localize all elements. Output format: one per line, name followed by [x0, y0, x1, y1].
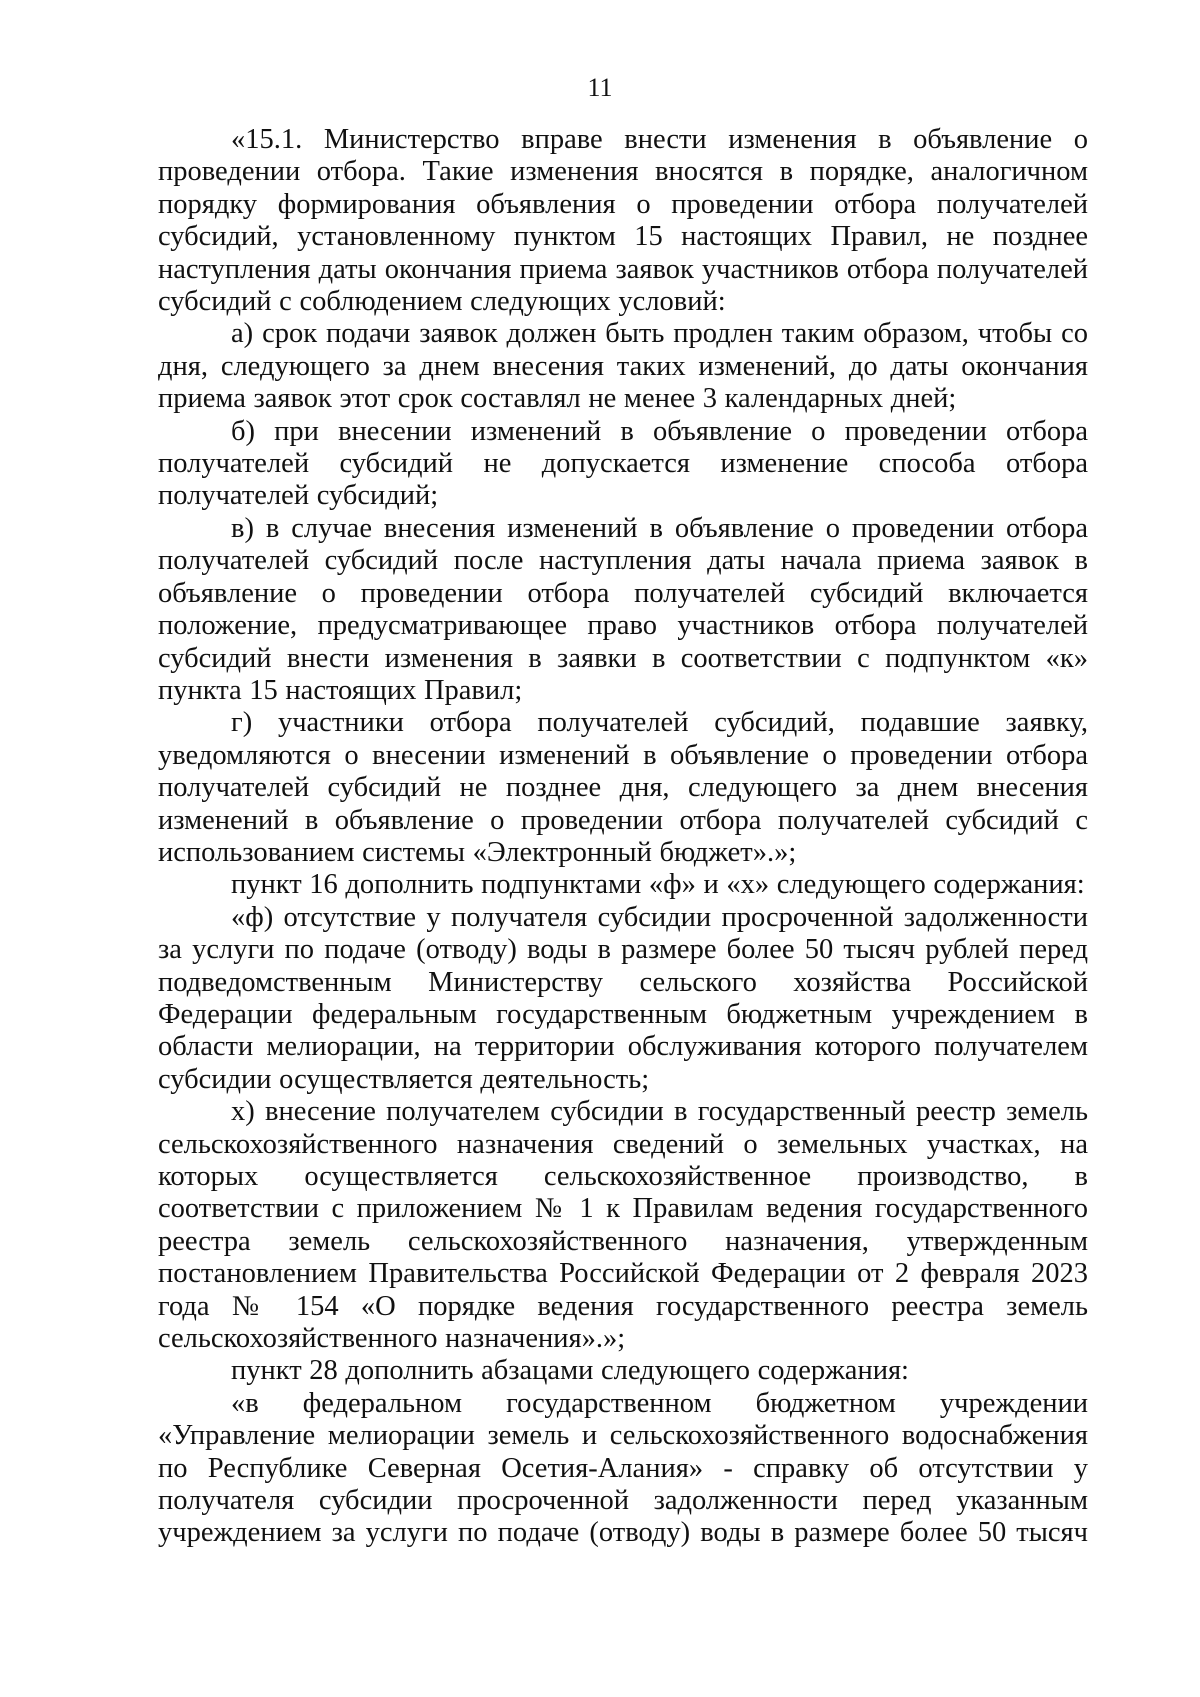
paragraph-subitem-v: в) в случае внесения изменений в объявление о проведении отбора получателей субсидий после наступления даты начала приема заявок в объявление о проведении отбора получателей субсидий включается положение, предусматривающее право участников отбора получателей субсидий внести изменения в заявки в соответствии с подпунктом «к» пункта 15 настоящих Правил; — [158, 512, 1088, 706]
paragraph-subitem-f: «ф) отсутствие у получателя субсидии просроченной задолженности за услуги по подаче (отводу) воды в размере более 50 тысяч рублей перед подведомственным Министерству сельского хозяйства Российской Федерации федеральным государственным бюджетным учреждением в области мелиорации, на территории обслуживания которого получателем субсидии осуществляется деятельность; — [158, 901, 1088, 1095]
paragraph-subitem-g: г) участники отбора получателей субсидий, подавшие заявку, уведомляются о внесении изменений в объявление о проведении отбора получателей субсидий не позднее дня, следующего за днем внесения изменений в объявление о проведении отбора получателей субсидий с использованием системы «Электронный бюджет».»; — [158, 707, 1088, 868]
paragraph-item-16-intro: пункт 16 дополнить подпунктами «ф» и «х» следующего содержания: — [231, 869, 1085, 901]
paragraph-item-28-intro: пункт 28 дополнить абзацами следующего содержания: — [231, 1355, 909, 1387]
paragraph-subitem-a: а) срок подачи заявок должен быть продлен таким образом, чтобы со дня, следующего за днем внесения таких изменений, до даты окончания приема заявок этот срок составлял не менее 3 календарных дней; — [158, 318, 1088, 415]
page-number: 11 — [587, 73, 613, 102]
document-body — [158, 124, 1088, 1550]
paragraph-item-28-text: «в федеральном государственном бюджетном учреждении «Управление мелиорации земель и сельскохозяйственного водоснабжения по Республике Северная Осетия-Алания» - справку об отсутствии у получателя субсидии просроченной задолженности перед указанным учреждением за услуги по подаче (отводу) воды в размере более 50 тысяч — [158, 1387, 1088, 1549]
paragraph-15-1: «15.1. Министерство вправе внести изменения в объявление о проведении отбора. Такие изменения вносятся в порядке, аналогичном порядку формирования объявления о проведении отбора получателей субсидий, установленному пунктом 15 настоящих Правил, не позднее наступления даты окончания приема заявок участников отбора получателей субсидий с соблюдением следующих условий: — [158, 124, 1088, 318]
paragraph-subitem-b: б) при внесении изменений в объявление о проведении отбора получателей субсидий не допускается изменение способа отбора получателей субсидий; — [158, 415, 1088, 512]
paragraph-subitem-kh: х) внесение получателем субсидии в государственный реестр земель сельскохозяйственного назначения сведений о земельных участках, на которых осуществляется сельскохозяйственное производство, в соответствии с приложением № 1 к Правилам ведения государственного реестра земель сельскохозяйственного назначения, утвержденным постановлением Правительства Российской Федерации от 2 февраля 2023 года № 154 «О порядке ведения государственного реестра земель сельскохозяйственного назначения».»; — [158, 1096, 1088, 1355]
